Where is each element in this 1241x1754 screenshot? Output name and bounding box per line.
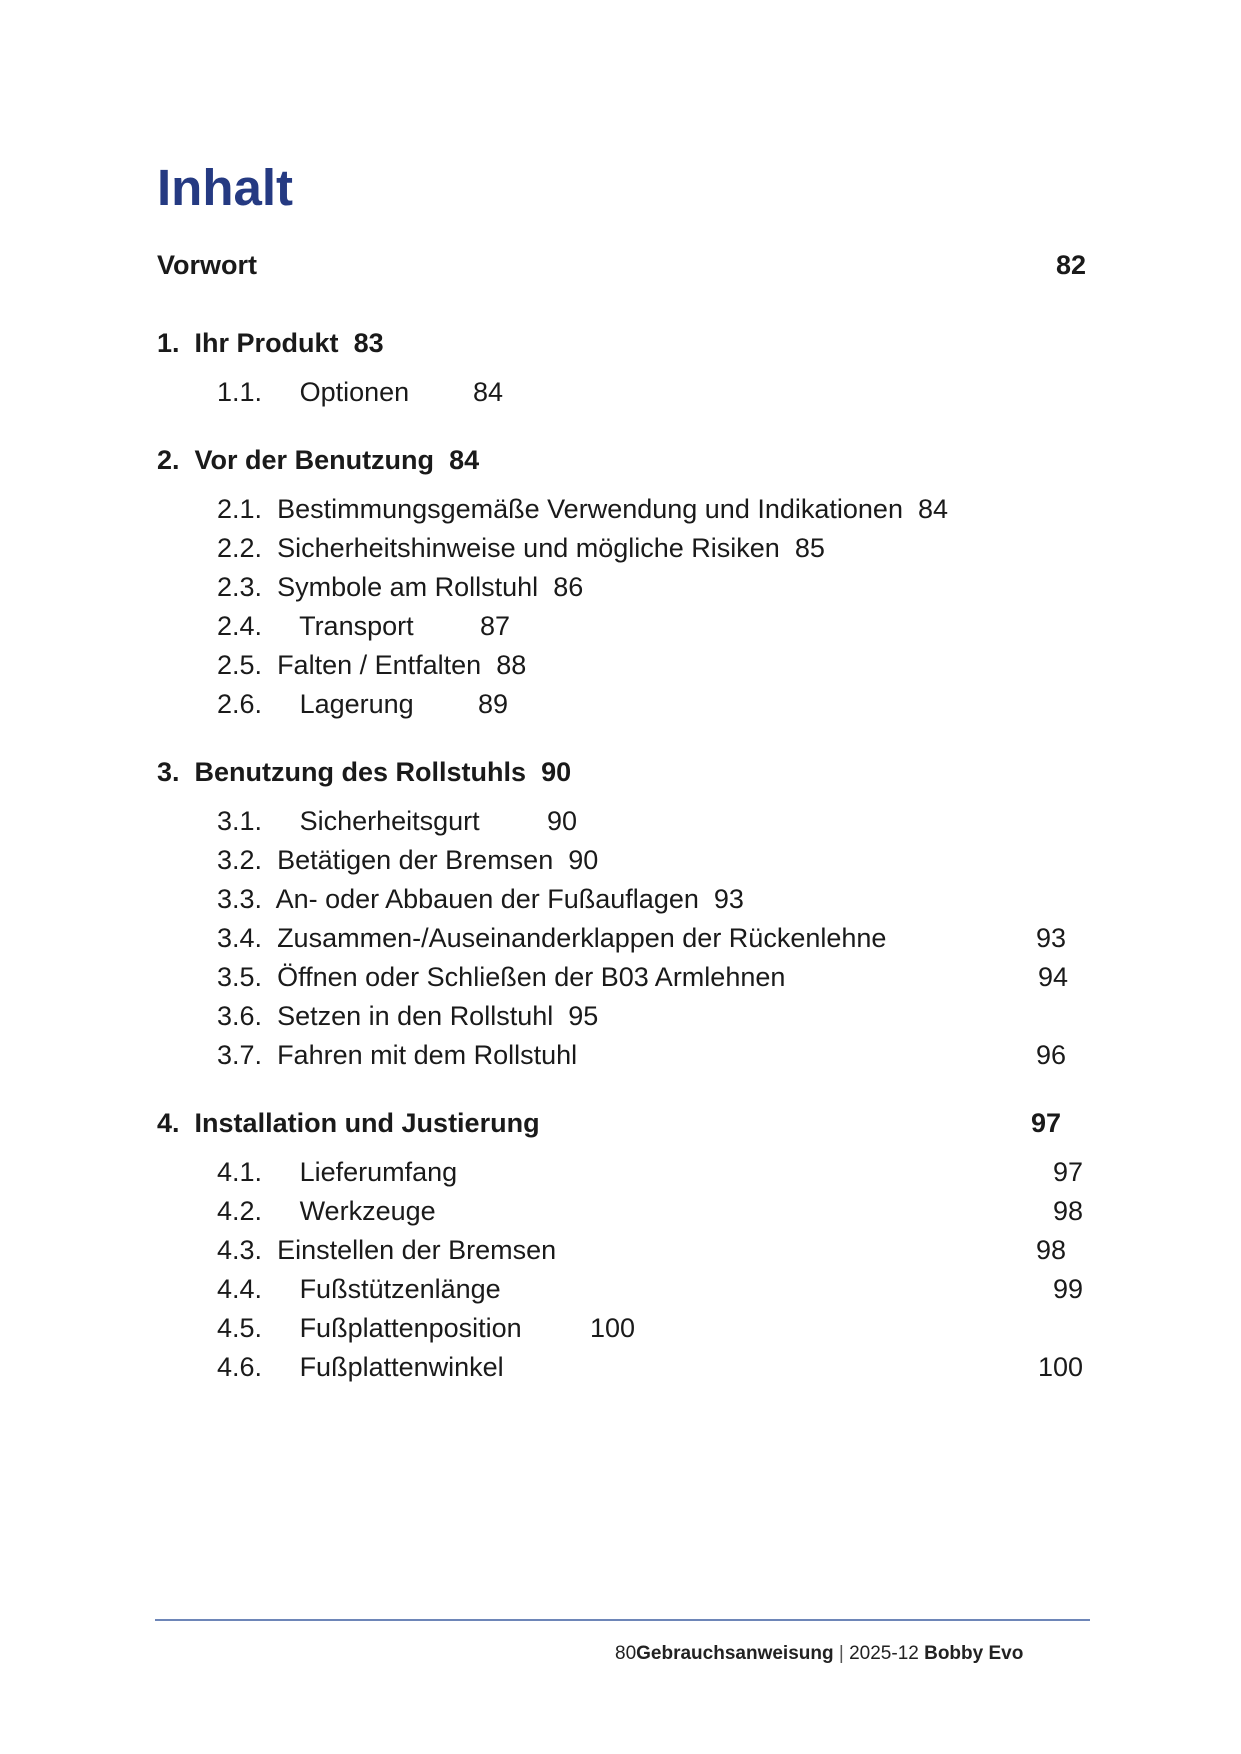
toc-item-page: 98	[1053, 1196, 1084, 1226]
toc-item-page: 88	[496, 650, 527, 680]
footer-separator: |	[838, 1643, 844, 1664]
toc-item-label: Falten / Entfalten	[277, 650, 482, 680]
toc-item-label: Bestimmungsgemäße Verwendung und Indikationen	[277, 494, 903, 524]
toc-item-label: Sicherheitsgurt	[299, 806, 480, 836]
toc-section-label: Installation und Justierung	[194, 1108, 540, 1138]
toc-section-page: 90	[541, 757, 572, 787]
toc-item-page: 100	[1038, 1352, 1084, 1382]
toc-item-4-6[interactable]	[217, 1352, 504, 1383]
toc-item-page: 93	[1036, 923, 1067, 953]
toc-section-3[interactable]	[157, 757, 571, 788]
toc-item-label: Betätigen der Bremsen	[277, 845, 554, 875]
toc-section-number: 4.	[157, 1108, 180, 1138]
page-footer	[615, 1643, 1023, 1665]
footer-version: 2025-12	[849, 1643, 919, 1664]
toc-item-page: 87	[480, 611, 511, 641]
toc-section-number: 3.	[157, 757, 180, 787]
toc-section-page: 97	[1031, 1108, 1062, 1138]
toc-item-label: Optionen	[299, 377, 410, 407]
toc-item-page: 84	[917, 494, 949, 524]
toc-section-page: 84	[449, 445, 480, 475]
toc-item-page: 85	[794, 533, 825, 563]
toc-item-number: 4.2.	[217, 1196, 263, 1226]
toc-item-1-1[interactable]	[217, 377, 409, 408]
toc-item-label: Öffnen oder Schließen der B03 Armlehnen	[277, 962, 786, 992]
toc-item-4-3[interactable]	[217, 1235, 556, 1266]
toc-item-page: 99	[1053, 1274, 1084, 1304]
toc-item-number: 3.6.	[217, 1001, 263, 1031]
toc-section-number: 2.	[157, 445, 180, 475]
toc-item-number: 3.4.	[217, 923, 263, 953]
toc-item-3-2[interactable]	[217, 845, 598, 876]
toc-item-4-4[interactable]	[217, 1274, 501, 1305]
toc-item-2-1[interactable]	[217, 494, 948, 525]
toc-item-label: Transport	[299, 611, 414, 641]
toc-section-label: Benutzung des Rollstuhls	[194, 757, 527, 787]
toc-item-number: 3.7.	[217, 1040, 263, 1070]
toc-section-2[interactable]	[157, 445, 479, 476]
toc-item-label: Einstellen der Bremsen	[277, 1235, 557, 1265]
toc-section-label: Vor der Benutzung	[194, 445, 435, 475]
toc-item-2-3[interactable]	[217, 572, 583, 603]
footer-doc-type: Gebrauchsanweisung	[636, 1643, 834, 1664]
toc-item-page: 93	[713, 884, 744, 914]
toc-item-number: 2.4.	[217, 611, 263, 641]
toc-item-2-6[interactable]	[217, 689, 414, 720]
toc-item-page: 86	[553, 572, 584, 602]
toc-item-page: 97	[1053, 1157, 1084, 1187]
toc-item-2-4[interactable]	[217, 611, 414, 642]
toc-item-label: Symbole am Rollstuhl	[277, 572, 539, 602]
toc-item-3-6[interactable]	[217, 1001, 598, 1032]
toc-item-3-7[interactable]	[217, 1040, 577, 1071]
toc-item-number: 3.3.	[217, 884, 263, 914]
toc-section-1[interactable]	[157, 328, 384, 359]
toc-item-3-3[interactable]	[217, 884, 744, 915]
toc-item-page: 90	[547, 806, 578, 836]
toc-item-2-2[interactable]	[217, 533, 825, 564]
toc-item-2-5[interactable]	[217, 650, 526, 681]
toc-item-page: 96	[1036, 1040, 1067, 1070]
toc-foreword-page: 82	[1056, 250, 1087, 280]
toc-item-3-1[interactable]	[217, 806, 480, 837]
toc-item-3-5[interactable]	[217, 962, 785, 993]
toc-item-page: 100	[590, 1313, 636, 1343]
toc-section-label: Ihr Produkt	[194, 328, 339, 358]
toc-foreword-label[interactable]: Vorwort	[157, 250, 257, 280]
toc-item-page: 94	[1038, 962, 1069, 992]
toc-item-label: Werkzeuge	[299, 1196, 436, 1226]
toc-item-label: Fußplattenwinkel	[299, 1352, 504, 1382]
toc-section-number: 1.	[157, 328, 180, 358]
toc-item-4-2[interactable]	[217, 1196, 436, 1227]
toc-item-number: 3.2.	[217, 845, 263, 875]
toc-item-number: 4.3.	[217, 1235, 263, 1265]
toc-item-number: 4.4.	[217, 1274, 263, 1304]
toc-item-number: 1.1.	[217, 377, 263, 407]
toc-section-page: 83	[353, 328, 384, 358]
toc-item-number: 2.6.	[217, 689, 263, 719]
toc-item-label: An- oder Abbauen der Fußauflagen	[275, 884, 699, 914]
toc-item-label: Zusammen-/Auseinanderklappen der Rückenlehne	[277, 923, 887, 953]
toc-item-label: Fußplattenposition	[299, 1313, 522, 1343]
toc-item-number: 2.5.	[217, 650, 263, 680]
toc-item-number: 4.6.	[217, 1352, 263, 1382]
toc-item-page: 89	[478, 689, 509, 719]
toc-item-label: Setzen in den Rollstuhl	[277, 1001, 554, 1031]
toc-item-3-4[interactable]	[217, 923, 886, 954]
toc-item-number: 2.1.	[217, 494, 263, 524]
toc-item-label: Fahren mit dem Rollstuhl	[277, 1040, 578, 1070]
page-title: Inhalt	[157, 159, 293, 216]
toc-item-number: 4.5.	[217, 1313, 263, 1343]
toc-item-4-1[interactable]	[217, 1157, 457, 1188]
toc-item-4-5[interactable]	[217, 1313, 522, 1344]
toc-item-label: Sicherheitshinweise und mögliche Risiken	[277, 533, 780, 563]
toc-item-label: Lagerung	[299, 689, 414, 719]
toc-item-number: 3.5.	[217, 962, 263, 992]
toc-item-label: Fußstützenlänge	[299, 1274, 501, 1304]
toc-item-number: 3.1.	[217, 806, 263, 836]
toc-item-page: 84	[473, 377, 504, 407]
toc-item-number: 4.1.	[217, 1157, 263, 1187]
toc-item-label: Lieferumfang	[299, 1157, 458, 1187]
toc-item-page: 95	[568, 1001, 599, 1031]
footer-page-number: 80	[615, 1643, 637, 1664]
toc-item-page: 98	[1036, 1235, 1067, 1265]
toc-item-number: 2.3.	[217, 572, 263, 602]
footer-divider	[155, 1619, 1090, 1621]
toc-item-number: 2.2.	[217, 533, 263, 563]
footer-product: Bobby Evo	[924, 1643, 1024, 1664]
toc-item-page: 90	[568, 845, 599, 875]
toc-section-4[interactable]	[157, 1108, 540, 1139]
